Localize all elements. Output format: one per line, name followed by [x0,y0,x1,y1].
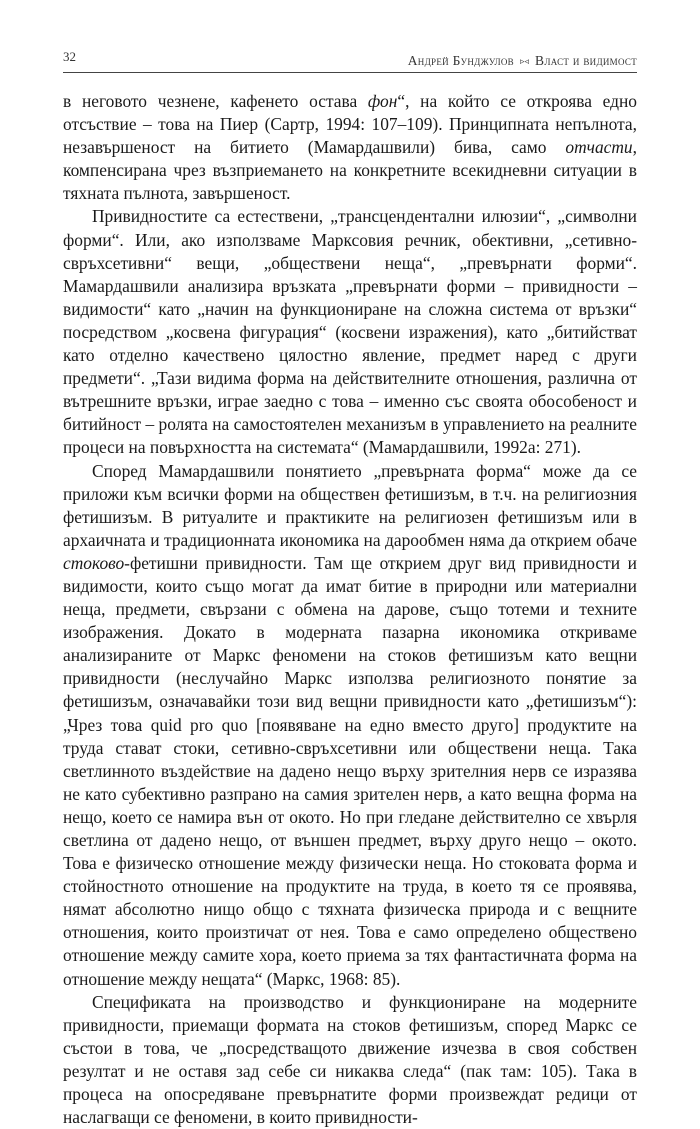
ornament-separator-icon: ▹◃ [519,56,530,66]
text-run: Спецификата на производство и функциониране на модерните привидности, приемащи формата на стоков фетишизъм, според Маркс се състои в това, че „посредстващото движение изчезва в своя собствен резултат и не оставя зад себе си никаква следа“ (пак там: 105). Така в процеса на опосредяване превърнатите форми произвеждат редици от наслагващи се феномени, в които привидности- [63,991,637,1128]
paragraph-fetishism [63,460,637,991]
author-name: Андрей Бунджулов [407,53,514,68]
italic-text-run: стоково [63,552,125,573]
paragraph-specifics [63,991,637,1129]
paragraph-continuation [63,90,637,205]
text-run: “, на който се откроява едно отсъствие – това на Пиер (Сартр, 1994: 107–109). Принципната непълнота, незавършеност на битието (Мамардашвили) бива, само [63,91,637,158]
text-run: , компенсирана чрез възприемането на конкретните всекидневни ситуации в тяхната пълнота, завършеност. [63,137,637,204]
text-run: -фетишни привидности. Там ще открием друг вид привидности и видимости, които също могат да имат битие в природни или материални неща, предмети, свързани с обмена на дарове, също тотеми и техните изображения. Докато в модерната пазарна икономика откриваме анализираните от Маркс феномени на стоков фетишизъм като вещни привидности (неслучайно Маркс използва религиозното понятие за фетишизъм, означавайки този вид вещни привидности като „фетишизъм“): „Чрез това quid pro quo [появяване на едно вместо друго] продуктите на труда стават стоки, сетивно-свръхсетивни или обществени неща. Така светлинното въздействие на дадено нещо върху зрителния нерв се изразява не като субективно разпрано на самия зрителен нерв, а като вещна форма на нещо, което се намира вън от окото. Но при гледане действително се хвърля светлина от дадено нещо, от външен предмет, върху друго нещо – окото. Това е физическо отношение между физически неща. Но стоковата форма и стойностното отношение на продуктите на труда, в което тя се проявява, нямат абсолютно нищо общо с тяхната физическа природа и с вещните отношения, които произтичат от нея. Това е само определено обществено отношение между самите хора, което приема за тях фантастичната форма на отношение между нещата“ (Маркс, 1968: 85). [63,552,637,989]
body-text [63,90,637,1129]
italic-text-run: отчасти [565,137,633,158]
text-run: Привидностите са естествени, „трансцендентални илюзии“, „символни форми“. Или, ако използваме Марксовия речник, обективни, „сетивно-свръхсетивни“ вещи, „обществени неща“, „превърнати форми“. Мамардашвили анализира връзката „превърнати форми – привидности – видимости“ като „начин на функциониране на сложна система от връзки“ посредством „косвена фигурация“ (косвени изражения), като „битийстват като отделно качествено цялостно явление, предмет наред с други предмети“. „Тази видима форма на действителните отношения, различна от вътрешните връзки, играе заедно с това – именно със своята обособеност и битийност – ролята на самостоятелен механизъм в управлението на реалните процеси на повърхността на системата“ (Мамардашвили, 1992а: 271). [63,206,638,458]
page-number: 32 [63,49,76,64]
running-head [408,53,637,69]
text-run: Според Мамардашвили понятието „превърната форма“ може да се приложи към всички форми на обществен фетишизъм, в т.ч. на религиозния фетишизъм. В ритуалите и практиките на религиозен фетишизъм или в архаичната и традиционната икономика на дарообмен няма да открием обаче [63,460,637,550]
italic-text-run: фон [367,91,398,111]
text-run: в неговото чезнене, кафенето остава [63,91,368,111]
running-header [63,44,637,73]
paragraph-appearances [63,205,637,459]
book-title: Власт и видимост [535,53,637,68]
